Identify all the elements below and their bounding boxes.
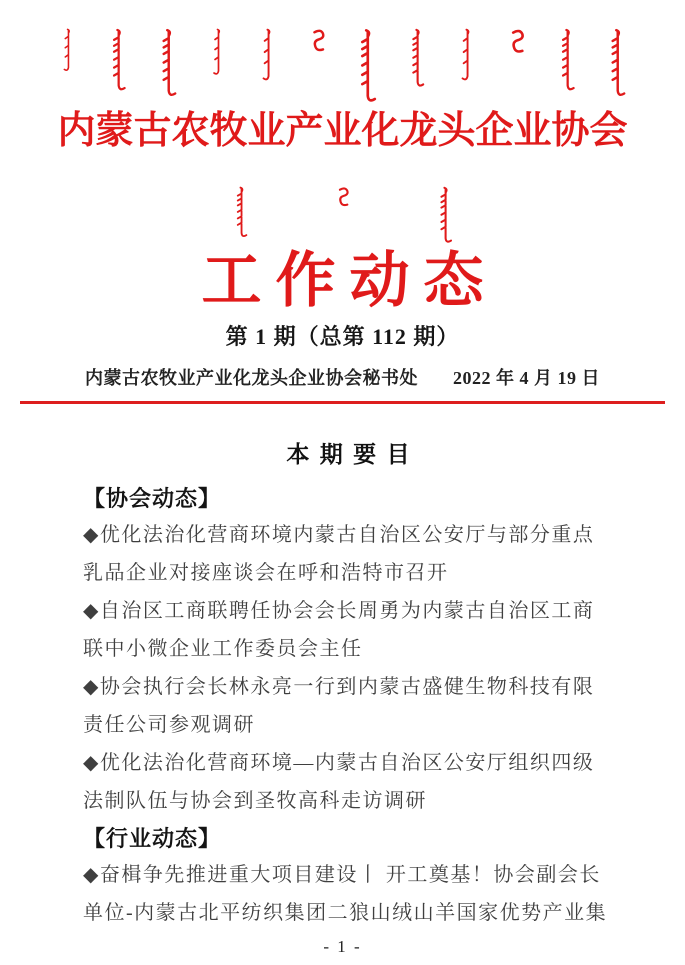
page-number: - 1 -: [323, 937, 362, 956]
toc-line: ◆自治区工商联聘任协会会长周勇为内蒙古自治区工商: [83, 600, 595, 622]
masthead-title: 工作动态: [201, 247, 498, 314]
mongolian-word-icon: [407, 28, 427, 90]
toc-line: 乳品企业对接座谈会在呼和浩特市召开: [83, 562, 449, 584]
mongolian-word-icon: [158, 28, 178, 100]
mongolian-word-icon: [457, 28, 477, 84]
mongolian-word-icon: [58, 28, 78, 74]
toc-line: ◆优化法治化营商环境内蒙古自治区公安厅与部分重点: [83, 524, 595, 546]
mongolian-word-icon: [231, 186, 251, 240]
section-header-industry-news: 【行业动态】: [83, 826, 222, 851]
mongolian-word-icon: [507, 28, 527, 60]
section-header-association-news: 【协会动态】: [83, 486, 222, 511]
toc-line: 单位-内蒙古北平纺织集团二狼山绒山羊国家优势产业集: [83, 902, 608, 924]
toc-line: ◆协会执行会长林永亮一行到内蒙古盛健生物科技有限: [83, 676, 595, 698]
mongolian-word-icon: [308, 28, 328, 58]
toc-line: 法制队伍与协会到圣牧高科走访调研: [83, 790, 427, 812]
issue-number: 第 1 期（总第 112 期）: [225, 323, 460, 349]
mongolian-word-icon: [435, 186, 455, 246]
toc-line: ◆奋楫争先推进重大项目建设丨 开工奠基！协会副会长: [83, 864, 601, 886]
publisher-name: 内蒙古农牧业产业化龙头企业协会秘书处: [85, 367, 418, 388]
mongolian-word-icon: [108, 28, 128, 94]
masthead-meta-row: [85, 365, 600, 391]
mongolian-word-icon: [557, 28, 577, 94]
toc-line: ◆优化法治化营商环境—内蒙古自治区公安厅组织四级: [83, 752, 595, 774]
toc-line: 责任公司参观调研: [83, 714, 255, 736]
toc-heading: 本 期 要 目: [286, 441, 412, 467]
mongolian-script-row-middle: [0, 186, 685, 244]
mongolian-word-icon: [258, 28, 278, 84]
publish-date: 2022 年 4 月 19 日: [453, 367, 600, 388]
org-title: 内蒙古农牧业产业化龙头企业协会: [57, 110, 628, 152]
mongolian-script-row-top: [58, 28, 627, 102]
toc-line: 联中小微企业工作委员会主任: [83, 638, 363, 660]
mongolian-word-icon: [357, 28, 377, 106]
red-rule-divider: [20, 401, 665, 405]
mongolian-word-icon: [607, 28, 627, 100]
table-of-contents: [83, 436, 615, 932]
mongolian-word-icon: [333, 186, 353, 212]
mongolian-word-icon: [208, 28, 228, 78]
